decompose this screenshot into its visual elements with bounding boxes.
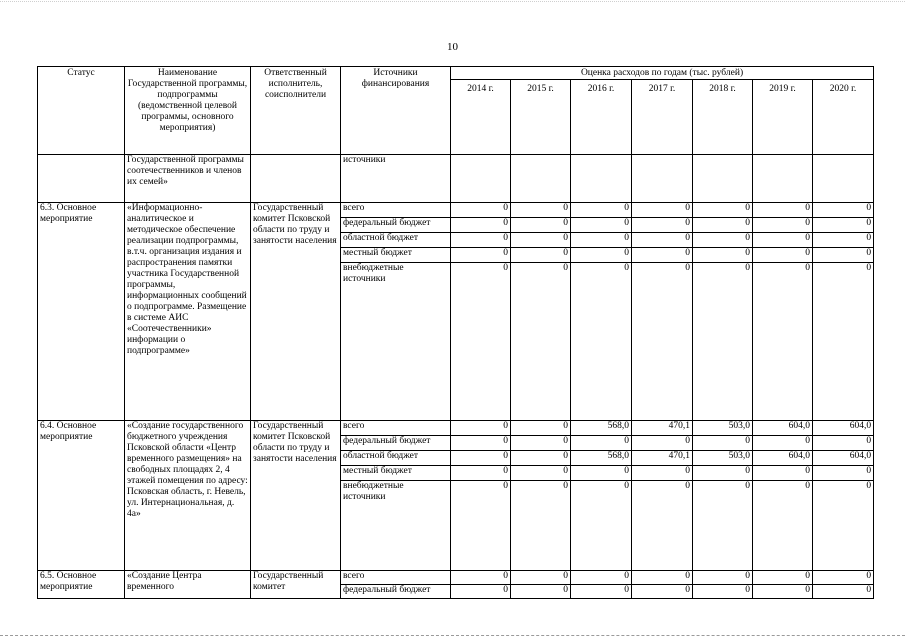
value-cell: 503,0 xyxy=(693,421,753,436)
group-responsible: Государственный комитет xyxy=(251,571,341,599)
value-cell: 0 xyxy=(693,466,753,481)
expense-table xyxy=(37,66,874,599)
value-cell: 0 xyxy=(632,248,693,263)
value-cell: 0 xyxy=(813,571,874,585)
source-label: местный бюджет xyxy=(341,466,451,481)
scan-edge-bottom xyxy=(0,635,905,636)
value-cell: 0 xyxy=(813,481,874,571)
value-cell: 0 xyxy=(451,466,511,481)
cont-responsible xyxy=(251,155,341,203)
table-cell xyxy=(511,155,571,203)
value-cell: 604,0 xyxy=(753,451,813,466)
group-status: 6.3. Основное мероприятие xyxy=(38,203,125,421)
value-cell: 0 xyxy=(813,585,874,599)
value-cell: 0 xyxy=(632,571,693,585)
header-year: 2018 г. xyxy=(693,80,753,155)
value-cell: 0 xyxy=(451,263,511,421)
value-cell: 0 xyxy=(753,248,813,263)
group-name: «Создание государственного бюджетного учреждения Псковской области «Центр временного размещения» на свободных площадях 2, 4 этажей помещения по адресу: Псковская область, г. Невель, ул. Интернациональная, д. 4а» xyxy=(125,421,251,571)
value-cell: 0 xyxy=(511,451,571,466)
value-cell: 0 xyxy=(511,218,571,233)
group-status: 6.5. Основное мероприятие xyxy=(38,571,125,599)
value-cell: 0 xyxy=(753,481,813,571)
value-cell: 0 xyxy=(753,571,813,585)
value-cell: 0 xyxy=(511,203,571,218)
value-cell: 0 xyxy=(451,436,511,451)
value-cell: 0 xyxy=(753,585,813,599)
value-cell: 604,0 xyxy=(813,421,874,436)
value-cell: 568,0 xyxy=(571,421,632,436)
header-year: 2015 г. xyxy=(511,80,571,155)
table-row xyxy=(38,421,874,436)
source-label: всего xyxy=(341,203,451,218)
source-label: всего xyxy=(341,571,451,585)
source-label: федеральный бюджет xyxy=(341,218,451,233)
table-row xyxy=(38,203,874,218)
value-cell: 604,0 xyxy=(753,421,813,436)
value-cell: 0 xyxy=(451,585,511,599)
value-cell: 0 xyxy=(632,233,693,248)
value-cell: 0 xyxy=(571,248,632,263)
value-cell: 0 xyxy=(632,218,693,233)
value-cell: 0 xyxy=(753,203,813,218)
page-number: 10 xyxy=(447,41,458,53)
source-label: внебюджетные источники xyxy=(341,481,451,571)
header-estimate: Оценка расходов по годам (тыс. рублей) xyxy=(451,67,874,80)
value-cell: 0 xyxy=(571,481,632,571)
header-year: 2016 г. xyxy=(571,80,632,155)
value-cell: 0 xyxy=(451,203,511,218)
value-cell: 0 xyxy=(813,203,874,218)
value-cell: 470,1 xyxy=(632,451,693,466)
source-label: местный бюджет xyxy=(341,248,451,263)
source-label: областной бюджет xyxy=(341,233,451,248)
value-cell: 0 xyxy=(693,248,753,263)
group-name: «Создание Центра временного xyxy=(125,571,251,599)
value-cell: 0 xyxy=(693,263,753,421)
header-year: 2019 г. xyxy=(753,80,813,155)
source-label: федеральный бюджет xyxy=(341,585,451,599)
table-cell xyxy=(753,155,813,203)
header-year: 2014 г. xyxy=(451,80,511,155)
value-cell: 0 xyxy=(813,466,874,481)
value-cell: 0 xyxy=(571,233,632,248)
value-cell: 0 xyxy=(693,481,753,571)
header-sources: Источники финансирования xyxy=(341,67,451,155)
value-cell: 0 xyxy=(693,218,753,233)
value-cell: 0 xyxy=(753,466,813,481)
value-cell: 0 xyxy=(511,248,571,263)
value-cell: 0 xyxy=(451,451,511,466)
value-cell: 0 xyxy=(511,481,571,571)
value-cell: 0 xyxy=(813,263,874,421)
group-responsible: Государственный комитет Псковской области по труду и занятости населения xyxy=(251,203,341,421)
group-name: «Информационно-аналитическое и методическое обеспечение реализации подпрограммы, в.т.ч. организация издания и распространения памятки участника Государственной программы, информационных сообщений о подпрограмме. Размещение в системе АИС «Соотечественники» информации о подпрограмме» xyxy=(125,203,251,421)
source-label: всего xyxy=(341,421,451,436)
value-cell: 0 xyxy=(451,218,511,233)
value-cell: 0 xyxy=(571,263,632,421)
header-name: Наименование Государственной программы, подпрограммы (ведомственной целевой программы, основного мероприятия) xyxy=(125,67,251,155)
value-cell: 0 xyxy=(451,233,511,248)
value-cell: 0 xyxy=(813,436,874,451)
value-cell: 0 xyxy=(632,585,693,599)
source-label: внебюджетные источники xyxy=(341,263,451,421)
value-cell: 0 xyxy=(571,436,632,451)
table-row xyxy=(38,571,874,585)
value-cell: 0 xyxy=(753,218,813,233)
value-cell: 470,1 xyxy=(632,421,693,436)
group-responsible: Государственный комитет Псковской области по труду и занятости населения xyxy=(251,421,341,571)
value-cell: 0 xyxy=(451,248,511,263)
header-status: Статус xyxy=(38,67,125,155)
value-cell: 568,0 xyxy=(571,451,632,466)
value-cell: 0 xyxy=(511,585,571,599)
value-cell: 0 xyxy=(632,481,693,571)
value-cell: 0 xyxy=(571,466,632,481)
value-cell: 0 xyxy=(571,203,632,218)
value-cell: 0 xyxy=(571,585,632,599)
header-year: 2017 г. xyxy=(632,80,693,155)
group-status: 6.4. Основное мероприятие xyxy=(38,421,125,571)
header-year: 2020 г. xyxy=(813,80,874,155)
value-cell: 0 xyxy=(813,233,874,248)
table-cell xyxy=(571,155,632,203)
value-cell: 0 xyxy=(693,571,753,585)
table-cell xyxy=(632,155,693,203)
source-label: областной бюджет xyxy=(341,451,451,466)
value-cell: 0 xyxy=(632,436,693,451)
value-cell: 0 xyxy=(632,263,693,421)
value-cell: 0 xyxy=(753,233,813,248)
value-cell: 604,0 xyxy=(813,451,874,466)
value-cell: 0 xyxy=(693,585,753,599)
value-cell: 0 xyxy=(451,421,511,436)
value-cell: 0 xyxy=(571,218,632,233)
value-cell: 0 xyxy=(511,263,571,421)
value-cell: 0 xyxy=(451,571,511,585)
value-cell: 0 xyxy=(693,436,753,451)
value-cell: 0 xyxy=(693,233,753,248)
cont-source: источники xyxy=(341,155,451,203)
source-label: федеральный бюджет xyxy=(341,436,451,451)
value-cell: 0 xyxy=(451,481,511,571)
value-cell: 0 xyxy=(571,571,632,585)
value-cell: 0 xyxy=(753,263,813,421)
value-cell: 0 xyxy=(753,436,813,451)
value-cell: 0 xyxy=(813,248,874,263)
value-cell: 0 xyxy=(693,203,753,218)
table-cell xyxy=(693,155,753,203)
value-cell: 0 xyxy=(511,466,571,481)
table-cell xyxy=(813,155,874,203)
cont-name: Государственной программы соотечественников и членов их семей» xyxy=(125,155,251,203)
value-cell: 0 xyxy=(813,218,874,233)
cont-status xyxy=(38,155,125,203)
value-cell: 0 xyxy=(511,571,571,585)
value-cell: 503,0 xyxy=(693,451,753,466)
header-responsible: Ответственный исполнитель, соисполнители xyxy=(251,67,341,155)
value-cell: 0 xyxy=(632,466,693,481)
value-cell: 0 xyxy=(511,233,571,248)
scan-edge-top xyxy=(0,1,905,2)
table-cell xyxy=(451,155,511,203)
value-cell: 0 xyxy=(511,436,571,451)
value-cell: 0 xyxy=(632,203,693,218)
value-cell: 0 xyxy=(511,421,571,436)
